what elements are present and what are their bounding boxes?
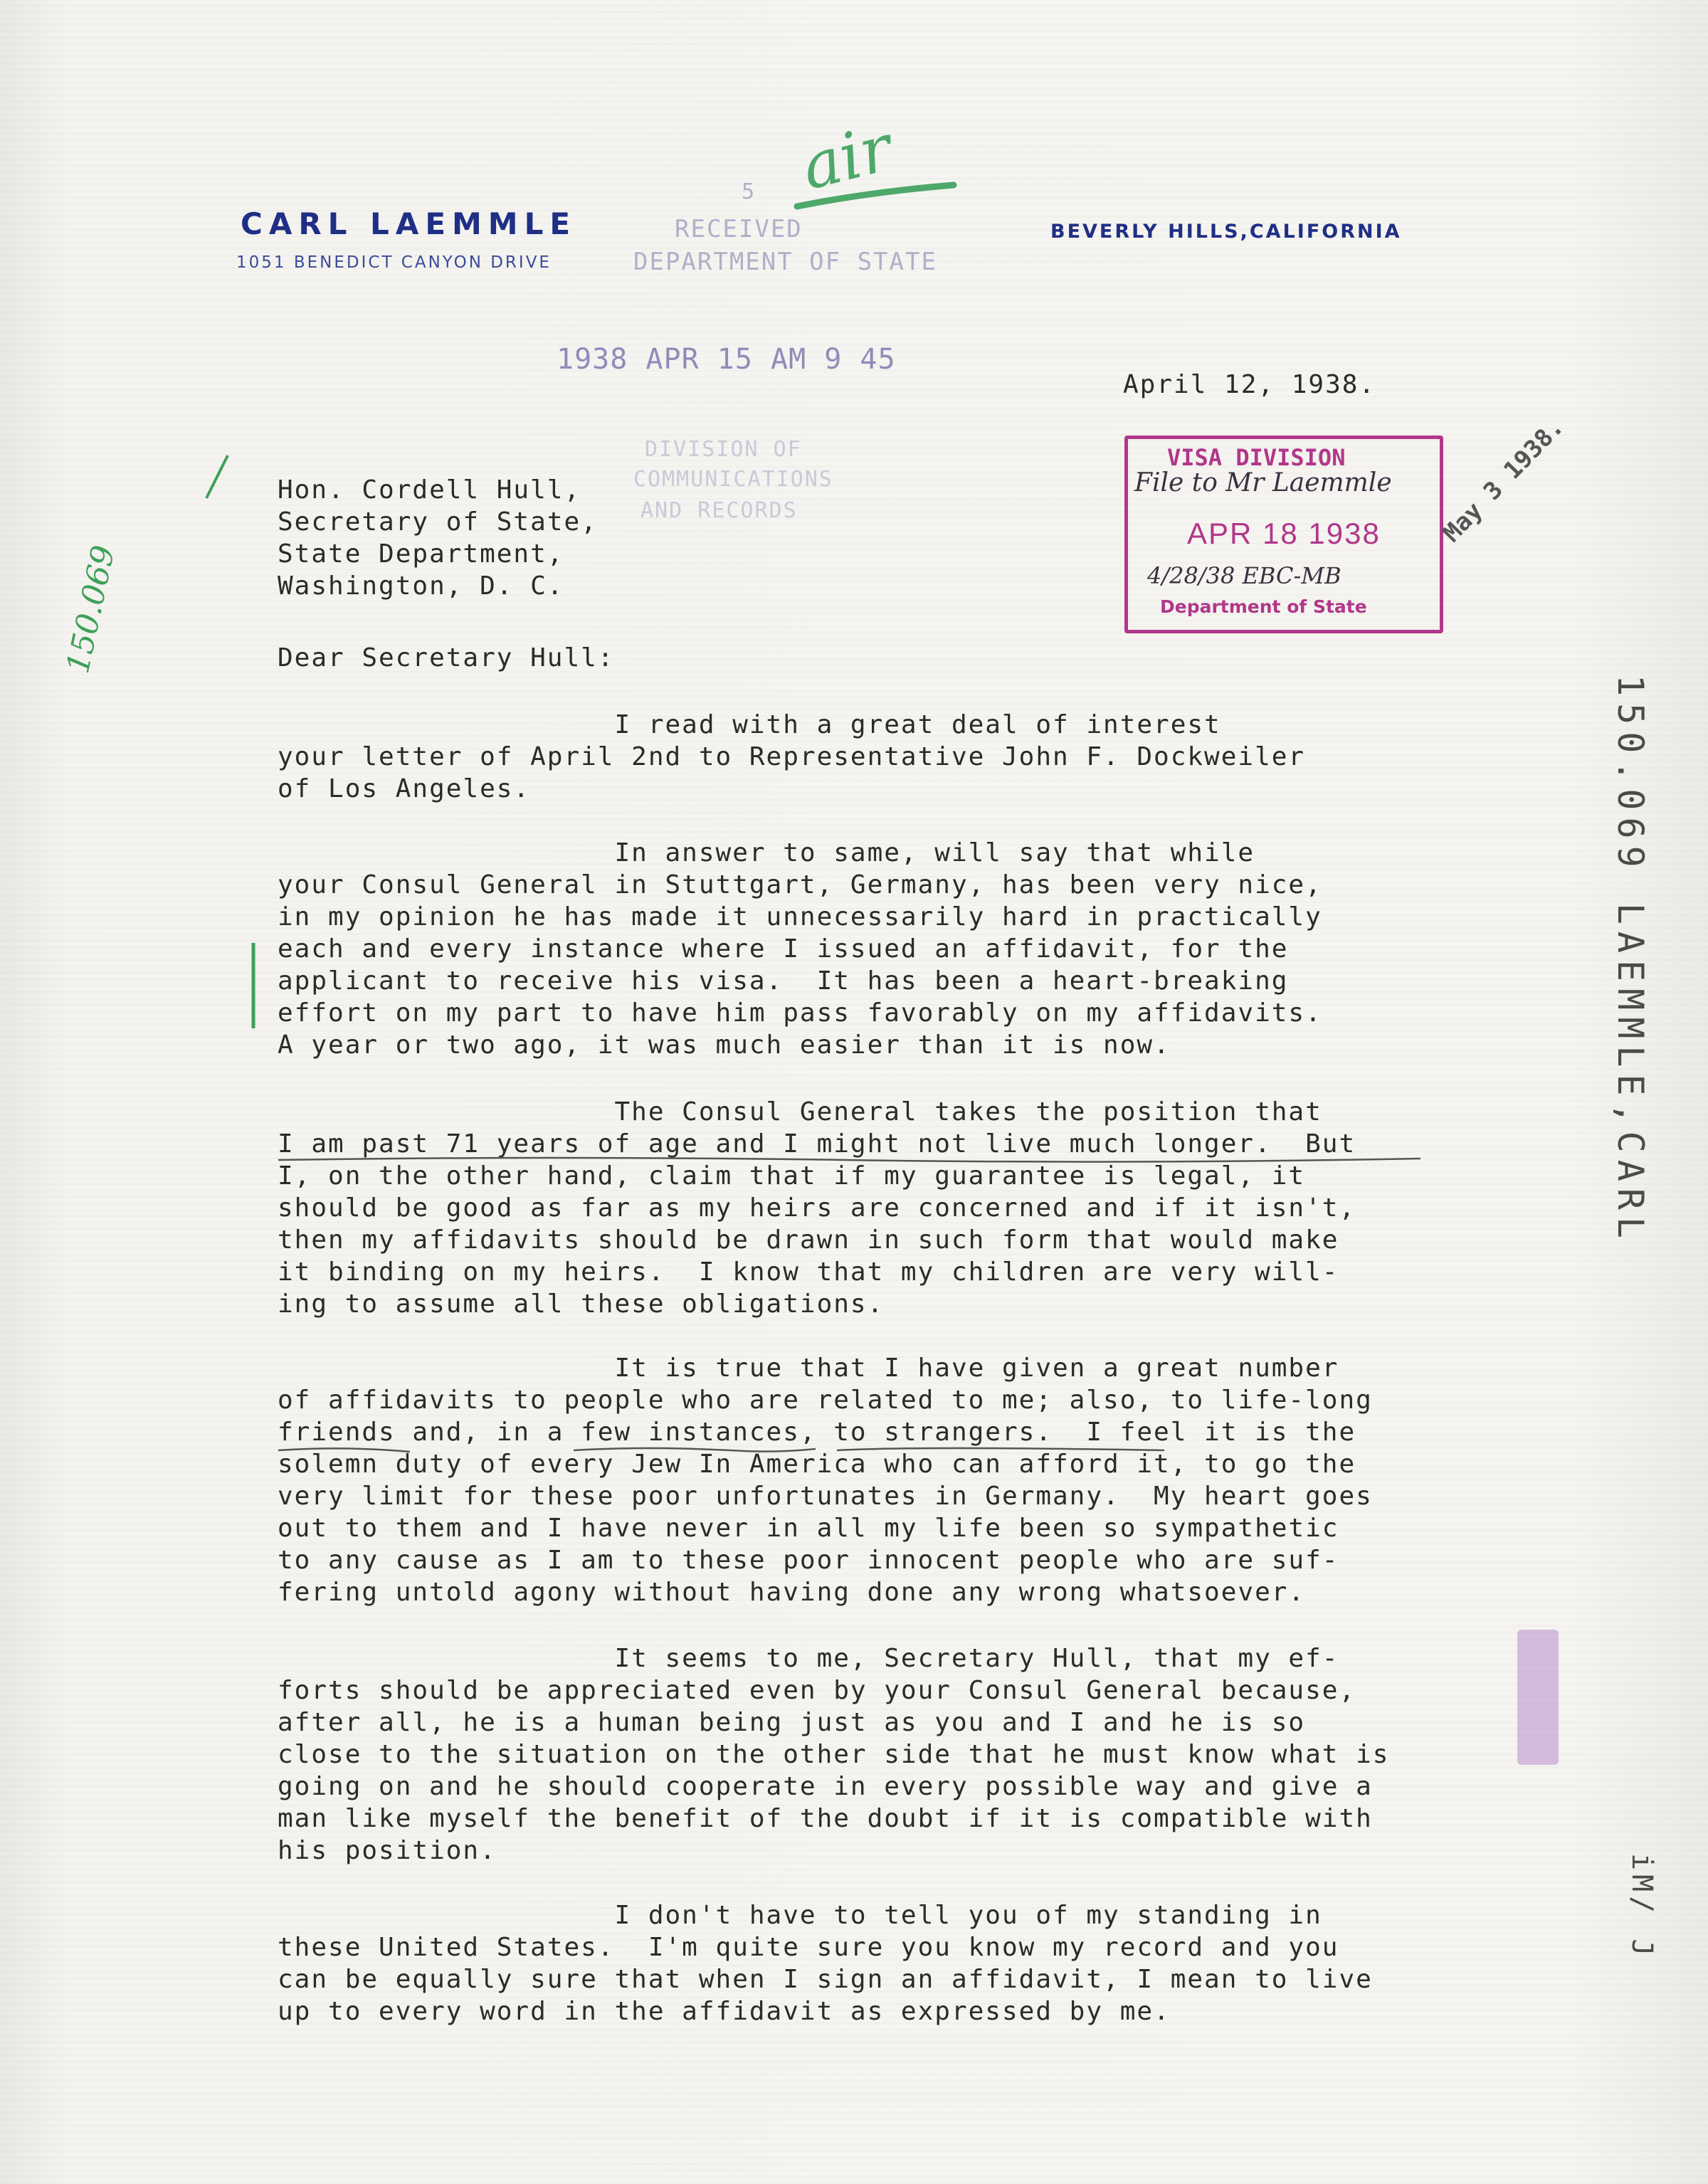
salutation: Dear Secretary Hull:: [278, 643, 615, 672]
purple-stamp-smudge: [1517, 1630, 1559, 1765]
text-line: these United States. I'm quite sure you know my record and you: [278, 1933, 1339, 1962]
letterhead-address: 1051 BENEDICT CANYON DRIVE: [236, 253, 552, 272]
text-line: It is true that I have given a great number: [278, 1354, 1339, 1383]
text-line: your Consul General in Stuttgart, Germany, has been very nice,: [278, 870, 1322, 900]
recipient-block: [278, 474, 598, 602]
paragraph-4: [278, 1352, 1373, 1608]
text-line: should be good as far as my heirs are concerned and if it isn't,: [278, 1193, 1356, 1223]
side-im-stamp: iM/ J: [1625, 1853, 1658, 1961]
text-line: of affidavits to people who are related to me; also, to life-long: [278, 1386, 1373, 1415]
air-note: air: [794, 110, 900, 205]
text-line: It seems to me, Secretary Hull, that my ef-: [278, 1644, 1339, 1673]
received-stamp-datetime: 1938 APR 15 AM 9 45: [557, 343, 896, 376]
text-line: going on and he should cooperate in every possible way and give a: [278, 1772, 1373, 1801]
side-file-text: 150.069 LAEMMLE,CARL: [1610, 675, 1651, 1246]
text-line: can be equally sure that when I sign an affidavit, I mean to live: [278, 1965, 1373, 1994]
visa-stamp-department: Department of State: [1160, 596, 1367, 617]
text-line: I, on the other hand, claim that if my guarantee is legal, it: [278, 1161, 1306, 1191]
text-line: then my affidavits should be drawn in such form that would make: [278, 1225, 1339, 1255]
visa-stamp-initials: 4/28/38 EBC-MB: [1147, 562, 1341, 589]
air-handwriting-mark: [783, 107, 968, 228]
text-line: up to every word in the affidavit as expressed by me.: [278, 1997, 1171, 2026]
received-stamp-line1: RECEIVED: [675, 215, 803, 243]
visa-stamp-date: APR 18 1938: [1187, 517, 1381, 550]
text-line: I read with a great deal of interest: [278, 710, 1221, 739]
may-date-stamp: May 3 1938.: [1438, 413, 1570, 548]
recipient-line: Washington, D. C.: [278, 571, 564, 601]
text-line: solemn duty of every Jew In America who can afford it, to go the: [278, 1450, 1356, 1479]
division-stamp-line3: AND RECORDS: [640, 498, 798, 523]
text-line: applicant to receive his visa. It has been a heart-breaking: [278, 966, 1289, 996]
visa-stamp-title: VISA DIVISION: [1167, 444, 1346, 471]
paragraph-1: [278, 709, 1305, 805]
text-line: fering untold agony without having done any wrong whatsoever.: [278, 1578, 1306, 1607]
pencil-underline-age: [275, 1153, 1428, 1167]
received-stamp-line2: DEPARTMENT OF STATE: [633, 248, 937, 276]
green-margin-mark: [246, 939, 260, 1032]
side-file-stamp: [1601, 675, 1658, 1813]
text-line: it binding on my heirs. I know that my children are very will-: [278, 1257, 1339, 1287]
text-line: out to them and I have never in all my life been so sympathetic: [278, 1514, 1339, 1543]
text-line: his position.: [278, 1836, 497, 1865]
text-line: man like myself the benefit of the doubt if it is compatible with: [278, 1804, 1373, 1833]
recipient-line: Hon. Cordell Hull,: [278, 475, 581, 505]
text-line: I am past 71 years of age and I might not live much longer. But: [278, 1129, 1356, 1159]
text-line: of Los Angeles.: [278, 774, 531, 803]
pencil-underline-strangers: [275, 1443, 1171, 1457]
paragraph-6: [278, 1899, 1373, 2027]
text-line: A year or two ago, it was much easier than it is now.: [278, 1030, 1171, 1060]
green-dash-mark: [199, 448, 242, 505]
letterhead-city: BEVERLY HILLS,CALIFORNIA: [1050, 221, 1402, 243]
text-line: In answer to same, will say that while: [278, 838, 1255, 867]
received-stamp-number: 5: [742, 179, 757, 204]
handwritten-file-number: 150.069: [60, 542, 122, 677]
text-line: ing to assume all these obligations.: [278, 1289, 885, 1319]
text-line: very limit for these poor unfortunates in Germany. My heart goes: [278, 1482, 1373, 1511]
text-line: effort on my part to have him pass favorably on my affidavits.: [278, 998, 1322, 1028]
letterhead-name: CARL LAEMMLE: [241, 206, 577, 241]
text-line: to any cause as I am to these poor innocent people who are suf-: [278, 1546, 1339, 1575]
text-line: each and every instance where I issued an affidavit, for the: [278, 934, 1289, 964]
division-stamp-line2: COMMUNICATIONS: [633, 467, 833, 492]
paragraph-3: [278, 1096, 1356, 1320]
paragraph-5: [278, 1642, 1389, 1867]
text-line: The Consul General takes the position that: [278, 1097, 1322, 1127]
paragraph-2: [278, 837, 1322, 1061]
text-line: your letter of April 2nd to Representative John F. Dockweiler: [278, 742, 1306, 771]
text-line: close to the situation on the other side that he must know what is: [278, 1740, 1390, 1769]
visa-stamp-note: File to Mr Laemmle: [1134, 468, 1392, 497]
text-line: I don't have to tell you of my standing in: [278, 1901, 1322, 1930]
text-line: in my opinion he has made it unnecessarily hard in practically: [278, 902, 1322, 932]
text-line: after all, he is a human being just as you and I and he is so: [278, 1708, 1306, 1737]
text-line: friends and, in a few instances, to strangers. I feel it is the: [278, 1418, 1356, 1447]
letter-date: April 12, 1938.: [1123, 370, 1376, 399]
recipient-line: State Department,: [278, 539, 564, 569]
division-stamp-line1: DIVISION OF: [645, 437, 802, 462]
text-line: forts should be appreciated even by your Consul General because,: [278, 1676, 1356, 1705]
recipient-line: Secretary of State,: [278, 507, 598, 537]
